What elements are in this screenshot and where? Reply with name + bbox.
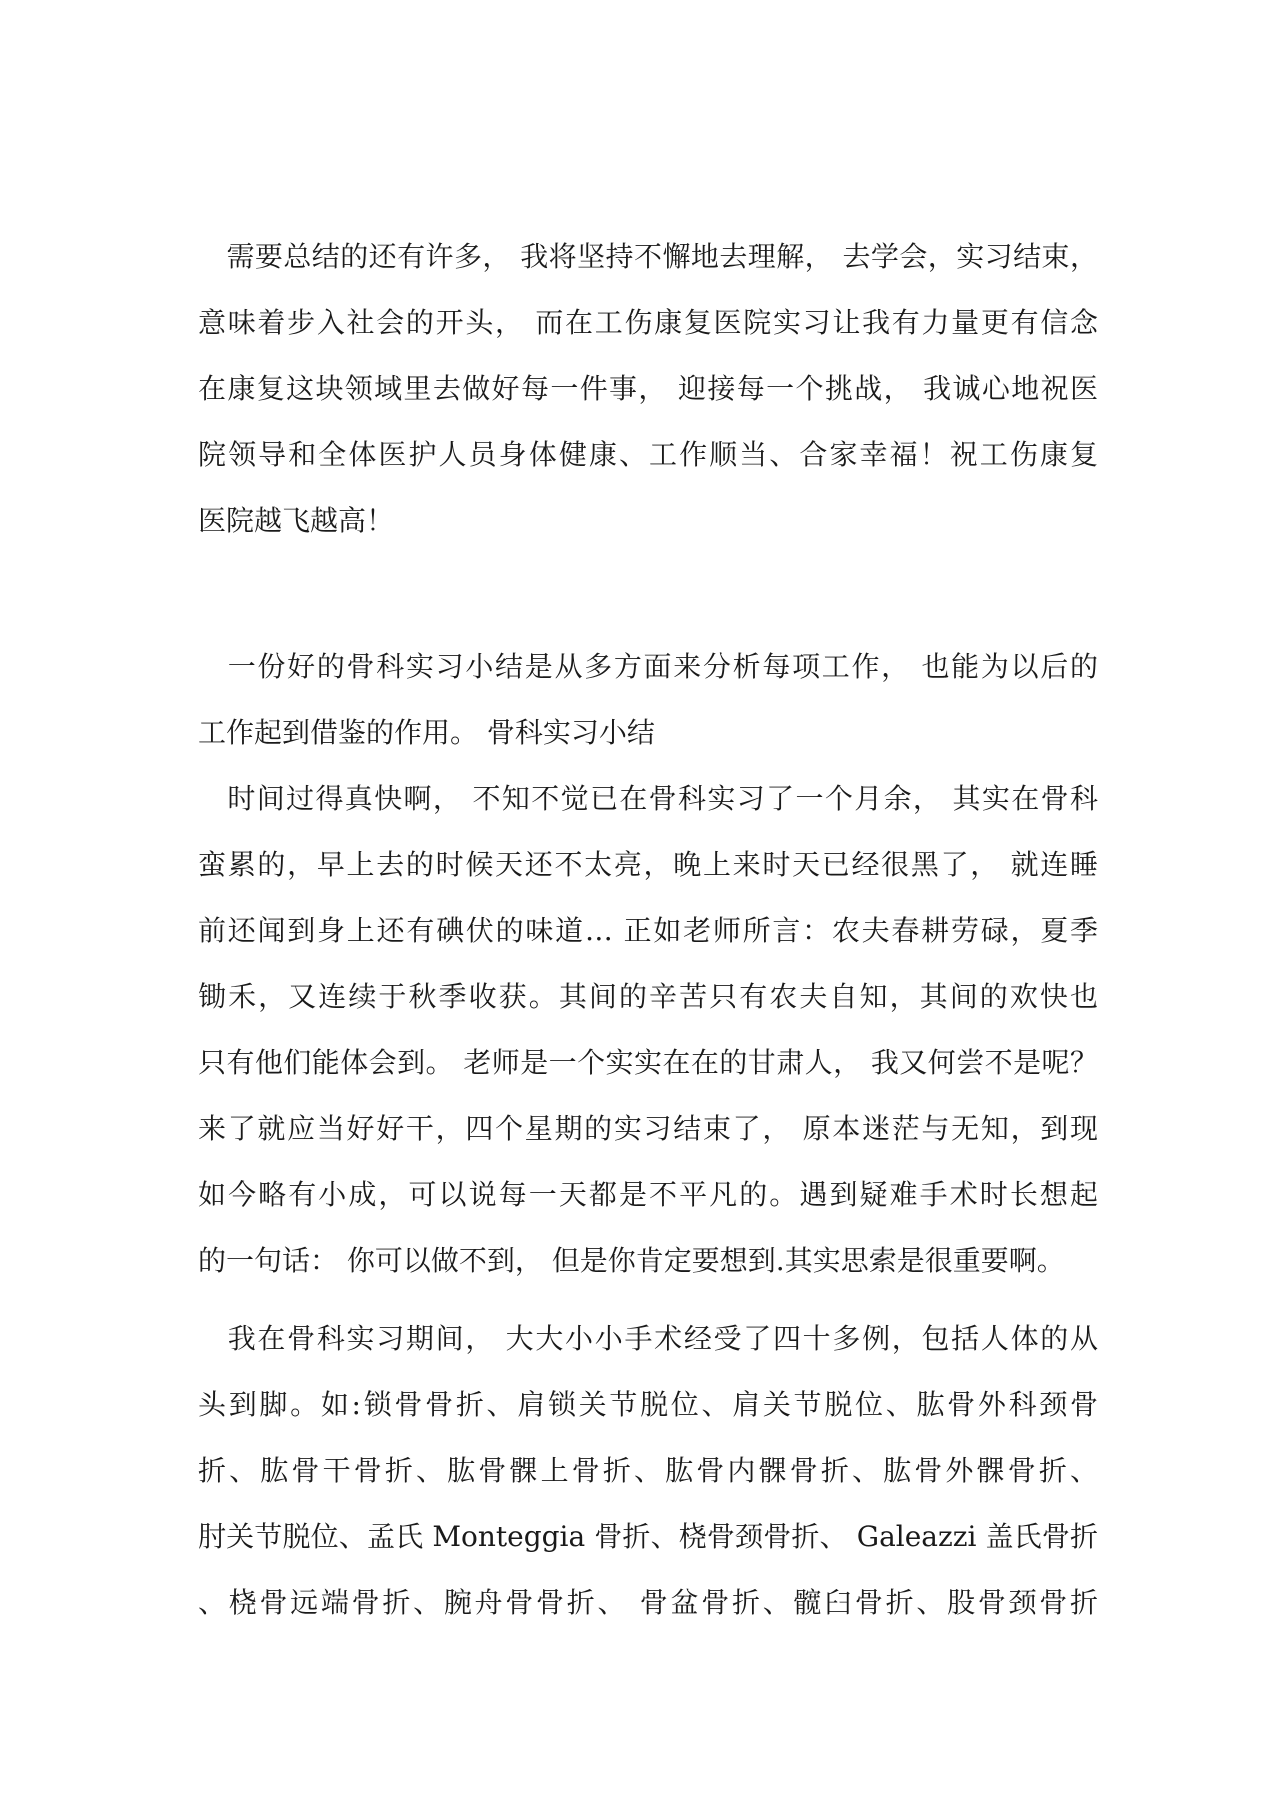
text-line: 肘关节脱位、孟氏 Monteggia 骨折、桡骨颈骨折、 Galeazzi 盖氏骨折	[198, 1520, 1098, 1553]
text-line: 需要总结的还有许多， 我将坚持不懈地去理解， 去学会，实习结束，	[198, 240, 1098, 273]
text-line: 锄禾，又连续于秋季收获。其间的辛苦只有农夫自知，其间的欢快也	[198, 980, 1098, 1013]
paragraph-intro	[198, 634, 1098, 766]
text-line: 在康复这块领域里去做好每一件事， 迎接每一个挑战， 我诚心地祝医	[198, 372, 1098, 405]
text-line: 只有他们能体会到。 老师是一个实实在在的甘肃人， 我又何尝不是呢？	[198, 1046, 1098, 1079]
paragraph-surgery-list	[198, 1306, 1098, 1636]
text-line: 工作起到借鉴的作用。 骨科实习小结	[198, 716, 655, 749]
paragraph-closing-wishes	[198, 224, 1098, 554]
text-line: 一份好的骨科实习小结是从多方面来分析每项工作， 也能为以后的	[198, 650, 1098, 683]
text-line: 如今略有小成，可以说每一天都是不平凡的。遇到疑难手术时长想起	[198, 1178, 1098, 1211]
text-line: 折、肱骨干骨折、肱骨髁上骨折、肱骨内髁骨折、肱骨外髁骨折、	[198, 1454, 1098, 1487]
text-line: 蛮累的，早上去的时候天还不太亮，晚上来时天已经很黑了， 就连睡	[198, 848, 1098, 881]
paragraph-internship-reflection	[198, 766, 1098, 1294]
text-line: 意味着步入社会的开头， 而在工伤康复医院实习让我有力量更有信念	[198, 306, 1098, 339]
text-line: 医院越飞越高！	[198, 504, 395, 537]
text-line: 前还闻到身上还有碘伏的味道… 正如老师所言：农夫春耕劳碌，夏季	[198, 914, 1098, 947]
text-line: 来了就应当好好干，四个星期的实习结束了， 原本迷茫与无知，到现	[198, 1112, 1098, 1145]
text-line: 、桡骨远端骨折、腕舟骨骨折、 骨盆骨折、髋臼骨折、股骨颈骨折	[198, 1586, 1098, 1619]
text-line: 我在骨科实习期间， 大大小小手术经受了四十多例，包括人体的从	[198, 1322, 1098, 1355]
text-line: 的一句话： 你可以做不到， 但是你肯定要想到.其实思索是很重要啊。	[198, 1244, 1065, 1277]
text-line: 头到脚。如:锁骨骨折、肩锁关节脱位、肩关节脱位、肱骨外科颈骨	[198, 1388, 1098, 1421]
text-line: 时间过得真快啊， 不知不觉已在骨科实习了一个月余， 其实在骨科	[198, 782, 1098, 815]
text-line: 院领导和全体医护人员身体健康、工作顺当、合家幸福！祝工伤康复	[198, 438, 1098, 471]
